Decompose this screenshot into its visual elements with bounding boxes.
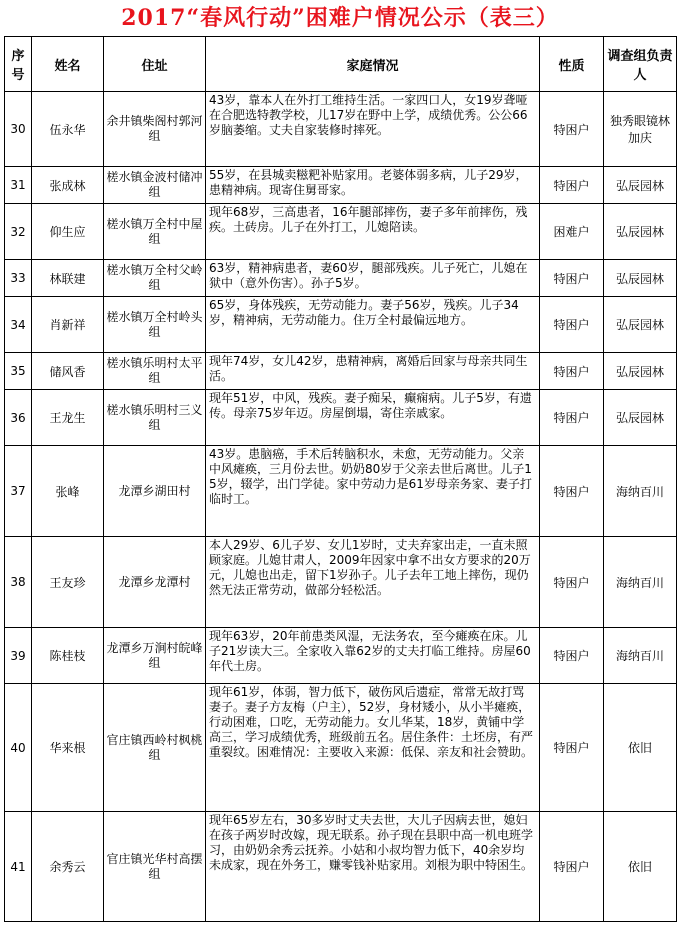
cell-number: 30 xyxy=(5,92,32,167)
cell-type: 特困户 xyxy=(540,390,604,446)
header-address: 住址 xyxy=(104,37,206,92)
cell-address: 槎水镇万全村中屋组 xyxy=(104,204,206,260)
cell-situation: 65岁，身体残疾，无劳动能力。妻子56岁，残疾。儿子34岁，精神病，无劳动能力。住万全村最偏远地方。 xyxy=(206,297,540,353)
table-row xyxy=(5,537,677,628)
header-name: 姓名 xyxy=(32,37,104,92)
cell-leader: 海纳百川 xyxy=(604,628,677,684)
cell-situation: 现年65岁左右，30多岁时丈夫去世，大儿子因病去世，媳妇在孩子两岁时改嫁，现无联系。孙子现在县职中高一机电班学习，由奶奶余秀云抚养。小姑和小叔均智力低下，40余岁均未成家，现在外务工，赚零钱补贴家用。刘根为职中特困生。 xyxy=(206,812,540,922)
cell-type: 困难户 xyxy=(540,204,604,260)
cell-situation: 55岁，在县城卖糍粑补贴家用。老婆体弱多病，儿子29岁，患精神病。现寄住舅哥家。 xyxy=(206,167,540,204)
cell-number: 33 xyxy=(5,260,32,297)
cell-address: 官庄镇光华村高摆组 xyxy=(104,812,206,922)
cell-leader: 弘辰园林 xyxy=(604,353,677,390)
cell-address: 龙潭乡龙潭村 xyxy=(104,537,206,628)
cell-type: 特困户 xyxy=(540,353,604,390)
cell-address: 槎水镇金波村储冲组 xyxy=(104,167,206,204)
cell-type: 特困户 xyxy=(540,446,604,537)
cell-address: 槎水镇乐明村三义组 xyxy=(104,390,206,446)
cell-leader: 弘辰园林 xyxy=(604,167,677,204)
cell-type: 特困户 xyxy=(540,684,604,812)
cell-situation: 现年63岁，20年前患类风湿，无法务农，至今瘫痪在床。儿子21岁读大三。全家收入靠62岁的丈夫打临工维持。房屋60年代土房。 xyxy=(206,628,540,684)
cell-name: 余秀云 xyxy=(32,812,104,922)
cell-number: 32 xyxy=(5,204,32,260)
cell-address: 槎水镇万全村岭头组 xyxy=(104,297,206,353)
cell-situation: 63岁，精神病患者，妻60岁，腿部残疾。儿子死亡，儿媳在狱中（意外伤害）。孙子5岁。 xyxy=(206,260,540,297)
table-row xyxy=(5,628,677,684)
cell-situation: 现年51岁，中风，残疾。妻子痴呆，癫痫病。儿子5岁，有遗传。母亲75岁年迈。房屋倒塌，寄住亲戚家。 xyxy=(206,390,540,446)
cell-leader: 独秀眼镜林加庆 xyxy=(604,92,677,167)
table-row xyxy=(5,684,677,812)
cell-number: 40 xyxy=(5,684,32,812)
cell-address: 龙潭乡万涧村皖峰组 xyxy=(104,628,206,684)
cell-leader: 弘辰园林 xyxy=(604,204,677,260)
cell-number: 34 xyxy=(5,297,32,353)
cell-address: 余井镇柴阁村郭河组 xyxy=(104,92,206,167)
cell-situation: 现年68岁，三高患者，16年腿部摔伤，妻子多年前摔伤，残疾。土砖房。儿子在外打工，儿媳陪读。 xyxy=(206,204,540,260)
cell-type: 特困户 xyxy=(540,260,604,297)
cell-number: 39 xyxy=(5,628,32,684)
table-row xyxy=(5,353,677,390)
cell-number: 31 xyxy=(5,167,32,204)
cell-address: 槎水镇万全村父岭组 xyxy=(104,260,206,297)
cell-situation: 本人29岁、6儿子岁、女儿1岁时，丈夫弃家出走，一直未照顾家庭。儿媳甘肃人，2009年因家中拿不出女方要求的20万元，儿媳也出走，留下1岁孙子。儿子去年工地上摔伤，现仍然无法正常劳动，做部分轻松活。 xyxy=(206,537,540,628)
cell-type: 特困户 xyxy=(540,167,604,204)
table-row xyxy=(5,812,677,922)
cell-name: 伍永华 xyxy=(32,92,104,167)
cell-address: 官庄镇西岭村枫桃组 xyxy=(104,684,206,812)
cell-name: 仰生应 xyxy=(32,204,104,260)
cell-leader: 弘辰园林 xyxy=(604,297,677,353)
table-header-row xyxy=(5,37,677,92)
cell-name: 储风香 xyxy=(32,353,104,390)
cell-situation: 43岁，靠本人在外打工维持生活。一家四口人，女19岁聋哑在合肥选特教学校，儿17岁在野中上学，成绩优秀。公公66岁脑萎缩。丈夫自家装修时摔死。 xyxy=(206,92,540,167)
cell-leader: 海纳百川 xyxy=(604,537,677,628)
cell-number: 36 xyxy=(5,390,32,446)
table-row xyxy=(5,446,677,537)
cell-leader: 依旧 xyxy=(604,684,677,812)
table-row xyxy=(5,390,677,446)
cell-situation: 43岁。患脑癌，手术后转脑积水，未愈，无劳动能力。父亲中风瘫痪，三月份去世。奶奶80岁于父亲去世后离世。儿子15岁，辍学，出门学徒。家中劳动力是61岁母亲务家、妻子打临时工。 xyxy=(206,446,540,537)
cell-number: 35 xyxy=(5,353,32,390)
cell-leader: 海纳百川 xyxy=(604,446,677,537)
page-title: 2017“春风行动”困难户情况公示（表三） xyxy=(121,5,559,31)
header-leader: 调查组负责人 xyxy=(604,37,677,92)
table-row xyxy=(5,297,677,353)
cell-name: 王友珍 xyxy=(32,537,104,628)
cell-name: 张成林 xyxy=(32,167,104,204)
header-situation: 家庭情况 xyxy=(206,37,540,92)
cell-leader: 弘辰园林 xyxy=(604,390,677,446)
cell-leader: 弘辰园林 xyxy=(604,260,677,297)
table-row xyxy=(5,167,677,204)
cell-type: 特困户 xyxy=(540,628,604,684)
header-type: 性质 xyxy=(540,37,604,92)
cell-number: 41 xyxy=(5,812,32,922)
cell-address: 龙潭乡湖田村 xyxy=(104,446,206,537)
cell-name: 华来根 xyxy=(32,684,104,812)
cell-name: 陈桂枝 xyxy=(32,628,104,684)
cell-type: 特困户 xyxy=(540,92,604,167)
cell-situation: 现年74岁，女儿42岁，患精神病，离婚后回家与母亲共同生活。 xyxy=(206,353,540,390)
cell-number: 38 xyxy=(5,537,32,628)
header-number: 序号 xyxy=(5,37,32,92)
cell-name: 林联建 xyxy=(32,260,104,297)
cell-name: 张峰 xyxy=(32,446,104,537)
table-row xyxy=(5,204,677,260)
cell-type: 特困户 xyxy=(540,812,604,922)
cell-name: 肖新祥 xyxy=(32,297,104,353)
cell-name: 王龙生 xyxy=(32,390,104,446)
cell-situation: 现年61岁，体弱，智力低下，破伤风后遗症，常常无故打骂妻子。妻子方友梅（户主），52岁，身材矮小，从小半瘫痪，行动困难，口吃，无劳动能力。女儿华某，18岁，黄铺中学高三，学习成绩优秀，班级前五名。居住条件：土坯房，有严重裂纹。困难情况：主要收入来源：低保、亲友和社会赞助。 xyxy=(206,684,540,812)
cell-type: 特困户 xyxy=(540,297,604,353)
table-row xyxy=(5,92,677,167)
cell-number: 37 xyxy=(5,446,32,537)
cell-address: 槎水镇乐明村太平组 xyxy=(104,353,206,390)
poor-household-table xyxy=(4,36,677,922)
cell-type: 特困户 xyxy=(540,537,604,628)
cell-leader: 依旧 xyxy=(604,812,677,922)
table-row xyxy=(5,260,677,297)
